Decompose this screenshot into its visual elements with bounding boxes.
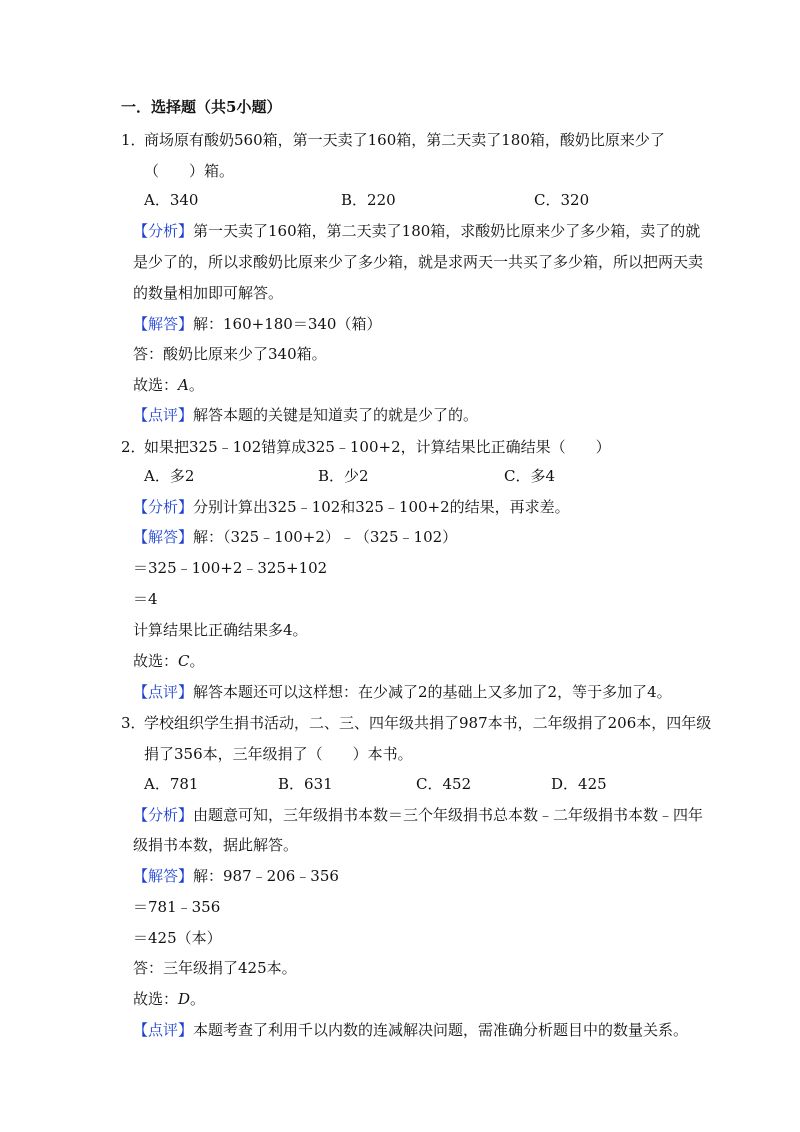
choose-suffix: 。 [190,990,206,1008]
question-3-stem-line2: 捐了356本，三年级捐了（ ）本书。 [144,745,413,763]
question-1-analysis [133,221,700,241]
question-1-analysis-line1: 第一天卖了160箱，第二天卖了180箱，求酸奶比原来少了多少箱，卖了的就 [193,222,701,240]
question-1-analysis-line2: 是少了的，所以求酸奶比原来少了多少箱，就是求两天一共买了多少箱，所以把两天卖 [133,253,704,271]
question-3-answer-line1: ＝781﹣356 [133,898,221,916]
question-1-answer-first: 解：160+180＝340（箱） [193,315,382,333]
comment-tag: 【点评】 [133,406,194,424]
question-3-option-a: A．781 [144,775,199,793]
question-3-answer-line3: 答：三年级捐了425本。 [133,959,297,977]
question-3-option-c: C．452 [416,775,472,793]
answer-tag: 【解答】 [133,867,194,885]
question-2-option-b: B．少2 [318,467,369,485]
question-2-option-c: C．多4 [504,467,556,485]
question-2-answer-line3: 计算结果比正确结果多4。 [133,621,308,639]
question-2-answer [133,527,457,547]
question-3-analysis-line2: 级捐书本数，据此解答。 [133,836,299,854]
question-3-option-d: D．425 [551,775,607,793]
question-3-option-b: B．631 [278,775,333,793]
choose-prefix: 故选： [133,652,179,670]
choose-prefix: 故选： [133,990,179,1008]
answer-tag: 【解答】 [133,315,194,333]
analysis-tag: 【分析】 [133,498,194,516]
question-1-option-c: C．320 [534,191,590,209]
question-3-answer [133,866,339,886]
choose-suffix: 。 [189,652,205,670]
question-3-stem-line1: 学校组织学生捐书活动，二、三、四年级共捐了987本书，二年级捐了206本，四年级 [144,714,712,732]
question-3-analysis-line1: 由题意可知，三年级捐书本数＝三个年级捐书总本数﹣二年级捐书本数﹣四年 [193,806,704,824]
question-1-answer-line1: 答：酸奶比原来少了340箱。 [133,345,327,363]
choose-letter: A [178,376,189,394]
analysis-tag: 【分析】 [133,222,194,240]
analysis-tag: 【分析】 [133,806,194,824]
question-2-analysis [133,497,570,517]
question-3-comment-text: 本题考查了利用千以内数的连减解决问题，需准确分析题目中的数量关系。 [193,1021,689,1039]
section-title: 一．选择题（共5小题） [121,98,282,116]
choose-letter: D [178,990,191,1008]
question-3-choose [133,989,205,1009]
question-2-comment [133,682,672,702]
question-1-choose [133,375,204,395]
question-3-answer-line2: ＝425（本） [133,929,222,947]
question-2-option-a: A．多2 [144,467,195,485]
choose-prefix: 故选： [133,376,179,394]
question-2-stem-line1: 如果把325﹣102错算成325﹣100+2，计算结果比正确结果（ ） [144,438,611,456]
question-3-number: 3． [121,714,146,732]
question-2-answer-line1: ＝325﹣100+2﹣325+102 [133,559,328,577]
question-2-answer-line2: ＝4 [133,590,158,608]
question-1-stem-line2: （ ）箱。 [144,162,235,180]
choose-suffix: 。 [188,376,204,394]
choose-letter: C [178,652,190,670]
question-1-answer [133,314,381,334]
question-3-analysis [133,805,703,825]
question-2-answer-first: 解：（325﹣100+2）﹣（325﹣102） [193,528,458,546]
question-2-choose [133,651,205,671]
question-1-option-b: B．220 [341,191,396,209]
question-2-analysis-line1: 分别计算出325﹣102和325﹣100+2的结果，再求差。 [193,498,570,516]
question-2-comment-text: 解答本题还可以这样想：在少减了2的基础上又多加了2，等于多加了4。 [193,683,672,701]
comment-tag: 【点评】 [133,683,194,701]
question-1-analysis-line3: 的数量相加即可解答。 [133,284,284,302]
answer-tag: 【解答】 [133,528,194,546]
question-2-number: 2． [121,438,146,456]
question-3-comment [133,1020,688,1040]
question-1-stem-line1: 商场原有酸奶560箱，第一天卖了160箱，第二天卖了180箱，酸奶比原来少了 [144,131,665,149]
question-1-comment-text: 解答本题的关键是知道卖了的就是少了的。 [193,406,479,424]
comment-tag: 【点评】 [133,1021,194,1039]
question-1-comment [133,405,478,425]
question-3-answer-first: 解：987﹣206﹣356 [193,867,339,885]
question-1-number: 1． [121,131,146,149]
question-1-option-a: A．340 [144,191,199,209]
